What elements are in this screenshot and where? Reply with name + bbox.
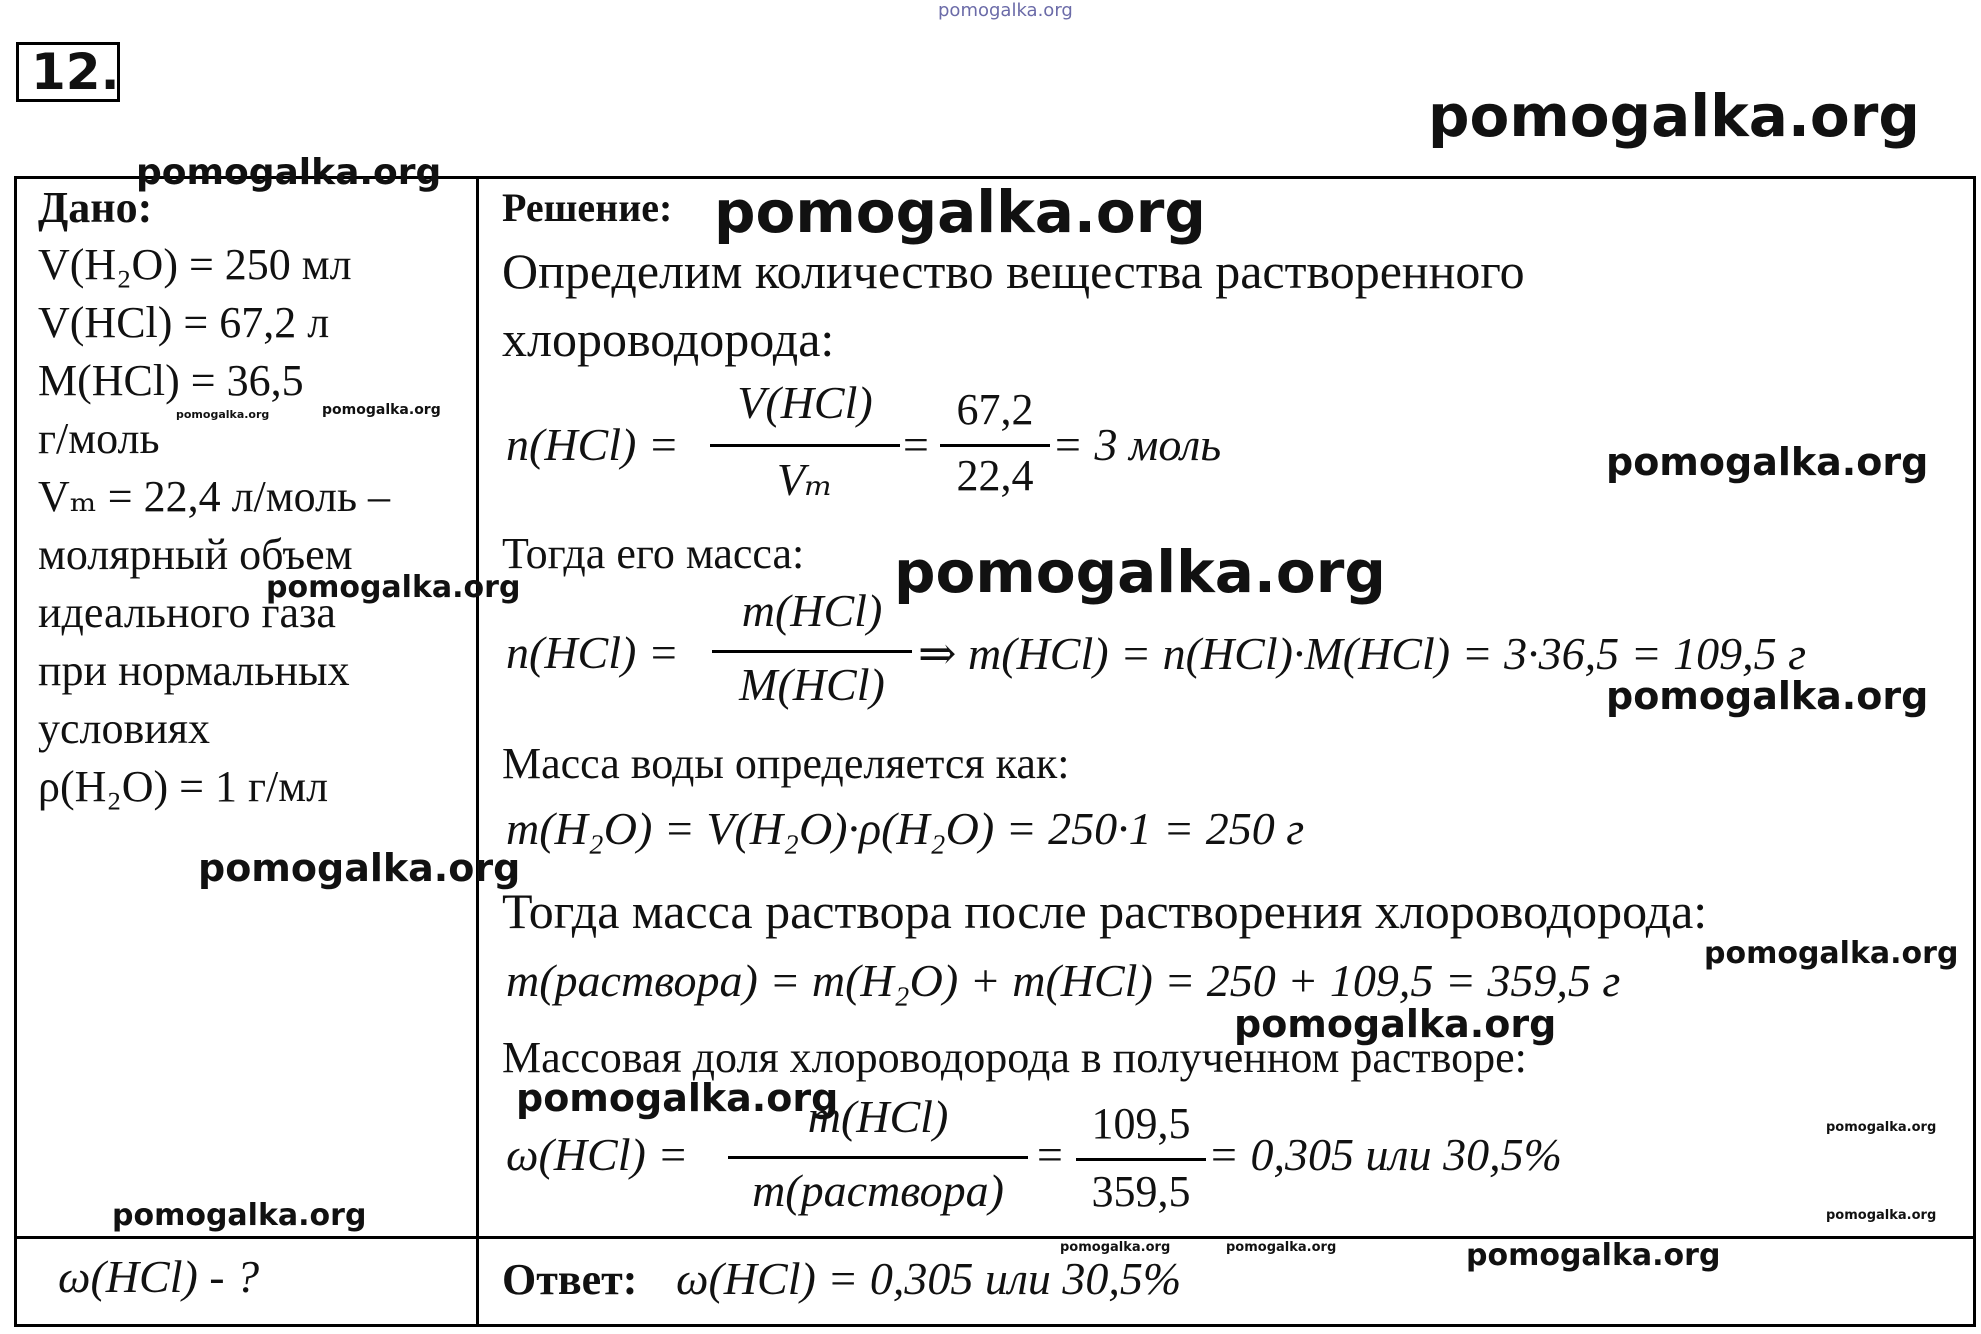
step1-text: хлороводорода: [502,311,835,367]
eq5-result: = 0,305 или 30,5% [1208,1129,1562,1180]
watermark: pomogalka.org [176,408,270,421]
watermark: pomogalka.org [266,570,521,605]
watermark-top: pomogalka.org [938,0,1073,21]
watermark: pomogalka.org [322,402,441,418]
step4-text: Тогда масса раствора после растворения хлороводорода: [502,883,1708,939]
given-line: г/моль [38,414,160,463]
step5-text: Массовая доля хлороводорода в полученном растворе: [502,1033,1527,1082]
watermark: pomogalka.org [112,1198,367,1233]
given-line: идеального газа [38,588,336,637]
watermark: pomogalka.org [1060,1240,1171,1255]
eq1-fraction-2 [940,384,1050,504]
answer-value: ω(HCl) = 0,305 или 30,5% [676,1253,1182,1304]
watermark: pomogalka.org [894,538,1386,606]
given-line: молярный объем [38,530,353,579]
eq1-lhs: n(HCl) = [506,419,679,470]
eq1-fraction [710,376,900,506]
equation-3: m(H₂O) = V(H₂O)·ρ(H₂O) = 250·1 = 250 г [506,803,1305,854]
watermark: pomogalka.org [516,1076,839,1120]
eq1-eq: = [900,419,932,470]
step2-text: Тогда его масса: [502,529,805,578]
eq5-den2: 359,5 [1091,1167,1191,1216]
given-line: V(HCl) = 67,2 л [38,298,330,347]
eq1-num: V(HCl) [737,377,873,428]
watermark: pomogalka.org [1826,1120,1937,1135]
eq5-fraction-2 [1076,1098,1206,1228]
watermark: pomogalka.org [1226,1240,1337,1255]
eq5-eq: = [1034,1129,1066,1180]
watermark-header: pomogalka.org [1428,82,1920,150]
given-line: Vₘ = 22,4 л/моль – [38,472,391,521]
given-line: при нормальных [38,646,350,695]
watermark: pomogalka.org [1606,674,1929,718]
watermark: pomogalka.org [1234,1002,1557,1046]
watermark: pomogalka.org [1704,936,1959,971]
eq5-lhs: ω(HCl) = [506,1129,689,1180]
eq2-fraction [712,584,912,714]
eq5-fraction [728,1090,1028,1230]
watermark: pomogalka.org [136,152,442,193]
answer-label: Ответ: [502,1255,638,1304]
solution-title: Решение: [502,185,673,230]
given-line: ρ(H₂O) = 1 г/мл [38,762,329,811]
watermark: pomogalka.org [1826,1208,1937,1223]
eq5-num: m(HCl) [807,1091,949,1142]
eq1-den: Vₘ [776,454,834,505]
watermark: pomogalka.org [714,178,1206,246]
given-line: V(H₂O) = 250 мл [38,240,352,289]
eq1-den2: 22,4 [956,451,1034,500]
eq5-num2: 109,5 [1091,1099,1191,1148]
given-title: Дано: [38,183,153,232]
watermark: pomogalka.org [198,846,521,890]
watermark: pomogalka.org [1606,440,1929,484]
step3-text: Масса воды определяется как: [502,739,1070,788]
eq2-result: ⇒ m(HCl) = n(HCl)·M(HCl) = 3·36,5 = 109,5 г [918,628,1807,679]
eq1-num2: 67,2 [956,385,1034,434]
eq2-den: M(HCl) [739,659,885,710]
eq1-result: = 3 моль [1052,419,1222,470]
find-quantity: ω(HCl) - ? [58,1251,260,1302]
eq2-lhs: n(HCl) = [506,627,679,678]
watermark: pomogalka.org [1466,1238,1721,1273]
equation-4: m(раствора) = m(H₂O) + m(HCl) = 250 + 109,5 = 359,5 г [506,955,1621,1006]
given-line: условиях [38,704,211,753]
eq2-num: m(HCl) [741,585,883,636]
eq5-den: m(раствора) [752,1165,1004,1216]
task-number: 12. [16,42,120,102]
step1-text: Определим количество вещества растворенного [502,243,1525,299]
given-line: M(HCl) = 36,5 [38,356,304,405]
